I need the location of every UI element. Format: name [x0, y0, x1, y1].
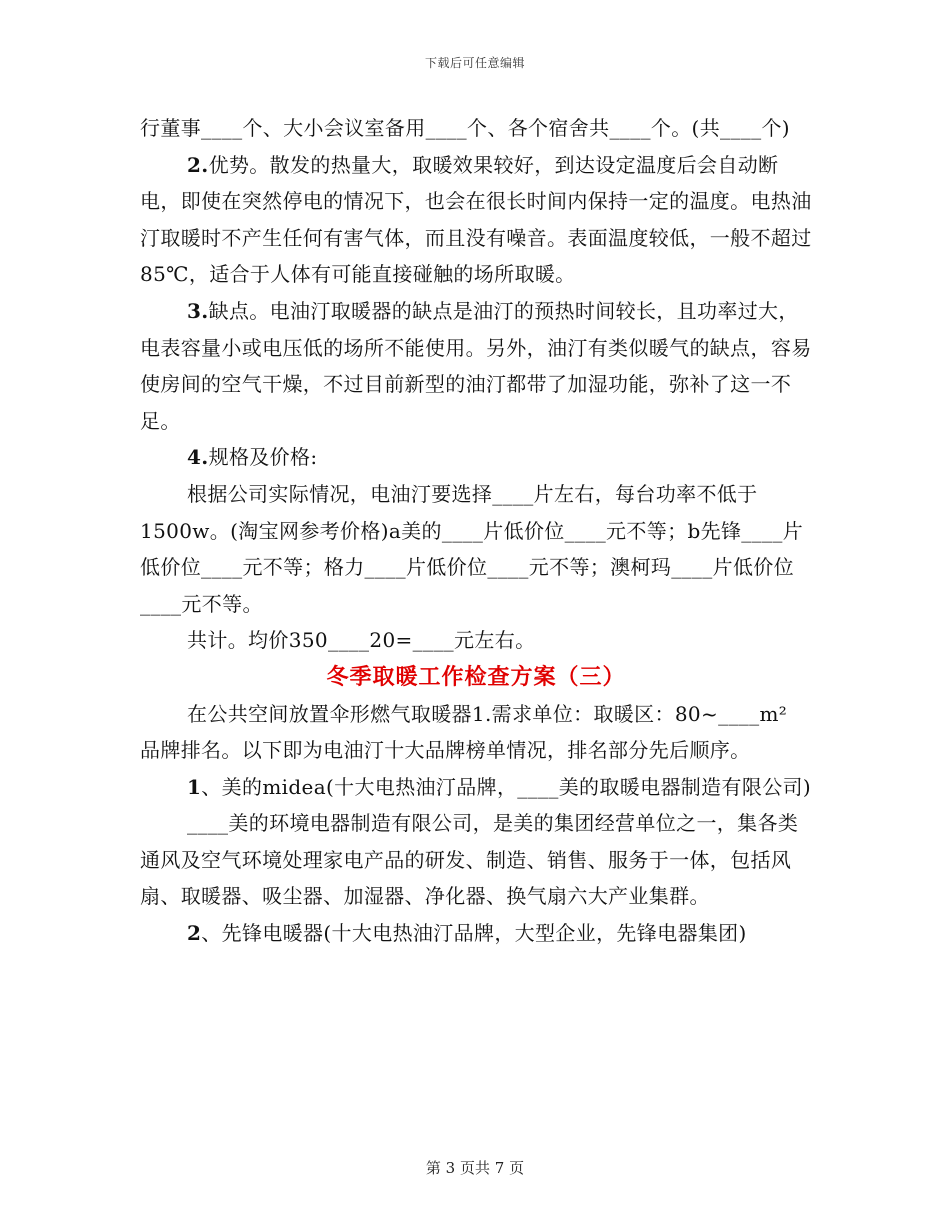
section-title: 冬季取暖工作检查方案（三） — [326, 663, 626, 690]
paragraph-brand-xianfeng — [140, 915, 812, 952]
paragraph-brand-ranking: 品牌排名。以下即为电油汀十大品牌榜单情况，排名部分先后顺序。 — [140, 738, 751, 763]
paragraph-brand-midea — [140, 769, 812, 806]
item-number: 2. — [187, 152, 209, 177]
paragraph-quantities: 行董事____个、大小会议室备用____个、各个宿舍共____个。(共____个) — [140, 116, 790, 140]
paragraph-text: 、先锋电暖器(十大电热油汀品牌，大型企业，先锋电器集团) — [201, 921, 747, 946]
paragraph-specs-heading — [140, 439, 812, 476]
paragraph-disadvantages — [140, 293, 812, 439]
paragraph-specs-prices: 根据公司实际情况，电油汀要选择____片左右，每台功率不低于1500w。(淘宝网参考价格)a美的____片低价位____元不等；b先锋____片低价位____元不等；格力____片低价位____元不等；澳柯玛____片低价位____元不等。 — [140, 481, 804, 616]
item-number: 4. — [187, 445, 209, 470]
paragraph-text: 优势。散发的热量大，取暖效果较好，到达设定温度后会自动断电，即使在突然停电的情况下，也会在很长时间内保持一定的温度。电热油汀取暖时不产生任何有害气体，而且没有噪音。表面温度较低，一般不超过85℃，适合于人体有可能直接碰触的场所取暖。 — [140, 152, 812, 287]
document-body — [140, 110, 812, 952]
item-number: 3. — [187, 298, 209, 323]
paragraph-text: 、美的midea(十大电热油汀品牌，____美的取暖电器制造有限公司) — [201, 774, 812, 799]
paragraph-text: 规格及价格: — [208, 445, 318, 470]
page-header: 下载后可任意编辑 — [424, 56, 525, 70]
paragraph-text: 缺点。电油汀取暖器的缺点是油汀的预热时间较长，且功率过大，电表容量小或电压低的场所不能使用。另外，油汀有类似暖气的缺点，容易使房间的空气干燥，不过目前新型的油汀都带了加湿功能，弥补了这一不足。 — [140, 298, 812, 433]
item-number: 1 — [187, 774, 202, 799]
paragraph-gas-heater: 在公共空间放置伞形燃气取暖器1.需求单位：取暖区：80~____m² — [187, 701, 788, 726]
item-number: 2 — [187, 921, 202, 946]
paragraph-advantages — [140, 147, 812, 293]
paragraph-midea-description: ____美的环境电器制造有限公司，是美的集团经营单位之一，集各类通风及空气环境处理家电产品的研发、制造、销售、服务于一体，包括风扇、取暖器、吸尘器、加湿器、净化器、换气扇六大产业集群。 — [140, 811, 799, 909]
page-footer: 第 3 页共 7 页 — [425, 1159, 525, 1177]
paragraph-total: 共计。均价350____20=____元左右。 — [187, 628, 536, 653]
